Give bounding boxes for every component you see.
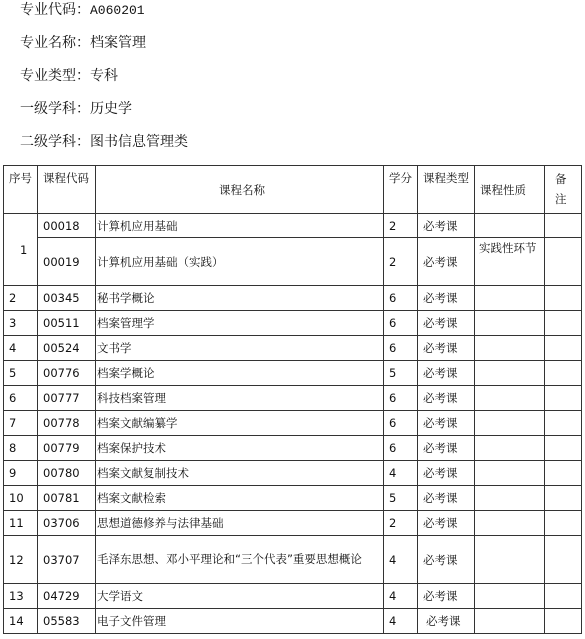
cell-credit: 6 [384, 311, 418, 336]
cell-code: 05583 [38, 609, 96, 634]
major-name-line: 专业名称：档案管理 [20, 35, 146, 51]
cell-course-nature: 实践性环节 [475, 238, 545, 286]
header-course-name: 课程名称 [96, 166, 384, 214]
cell-remark [545, 311, 582, 336]
cell-index: 4 [4, 336, 38, 361]
cell-code: 03707 [38, 536, 96, 584]
cell-course-name: 科技档案管理 [96, 386, 384, 411]
cell-code: 00776 [38, 361, 96, 386]
header-course-type: 课程类型 [418, 166, 475, 214]
cell-remark [545, 436, 582, 461]
cell-course-type: 必考课 [418, 486, 475, 511]
course-table [3, 165, 582, 634]
cell-credit: 2 [384, 214, 418, 238]
major-code-label: 专业代码： [20, 2, 90, 18]
cell-index: 8 [4, 436, 38, 461]
cell-credit: 4 [384, 536, 418, 584]
header-index: 序号 [4, 166, 38, 214]
discipline-level1-line: 一级学科：历史学 [20, 101, 132, 117]
cell-index: 6 [4, 386, 38, 411]
table-row [4, 436, 582, 461]
cell-credit: 4 [384, 584, 418, 609]
cell-code: 00019 [38, 238, 96, 286]
cell-course-type: 必考课 [418, 336, 475, 361]
cell-index: 10 [4, 486, 38, 511]
cell-credit: 6 [384, 411, 418, 436]
cell-index: 2 [4, 286, 38, 311]
cell-index: 7 [4, 411, 38, 436]
cell-remark [545, 584, 582, 609]
table-row [4, 238, 582, 286]
header-course-nature: 课程性质 [475, 166, 545, 214]
discipline-level2-line: 二级学科：图书信息管理类 [20, 134, 188, 150]
cell-course-type: 必考课 [418, 584, 475, 609]
cell-course-nature [475, 411, 545, 436]
cell-course-type: 必考课 [418, 461, 475, 486]
cell-remark [545, 609, 582, 634]
cell-credit: 2 [384, 511, 418, 536]
cell-course-name: 电子文件管理 [96, 609, 384, 634]
cell-course-name: 档案文献复制技术 [96, 461, 384, 486]
cell-course-name: 毛泽东思想、邓小平理论和“三个代表”重要思想概论 [96, 536, 384, 584]
table-row [4, 461, 582, 486]
cell-course-nature [475, 436, 545, 461]
cell-credit: 6 [384, 336, 418, 361]
cell-course-nature [475, 584, 545, 609]
table-row [4, 311, 582, 336]
cell-course-type: 必考课 [418, 609, 475, 634]
cell-index: 14 [4, 609, 38, 634]
table-row [4, 486, 582, 511]
major-code-value: A060201 [90, 3, 145, 18]
cell-credit: 5 [384, 361, 418, 386]
cell-course-name: 档案文献检索 [96, 486, 384, 511]
cell-credit: 4 [384, 461, 418, 486]
cell-index: 1 [4, 214, 38, 286]
table-header-row [4, 166, 582, 214]
cell-course-type: 必考课 [418, 511, 475, 536]
cell-remark [545, 461, 582, 486]
cell-course-name: 文书学 [96, 336, 384, 361]
cell-course-name: 计算机应用基础（实践） [96, 238, 384, 286]
cell-course-type: 必考课 [418, 411, 475, 436]
cell-code: 00018 [38, 214, 96, 238]
cell-code: 00779 [38, 436, 96, 461]
cell-remark [545, 411, 582, 436]
cell-course-type: 必考课 [418, 436, 475, 461]
header-remark [545, 166, 582, 214]
cell-index: 11 [4, 511, 38, 536]
header-code: 课程代码 [38, 166, 96, 214]
cell-credit: 2 [384, 238, 418, 286]
cell-remark [545, 238, 582, 286]
cell-remark [545, 336, 582, 361]
table-row [4, 386, 582, 411]
cell-remark [545, 536, 582, 584]
cell-code: 04729 [38, 584, 96, 609]
cell-course-nature [475, 361, 545, 386]
cell-code: 00780 [38, 461, 96, 486]
cell-course-nature [475, 311, 545, 336]
table-row [4, 536, 582, 584]
table-row [4, 411, 582, 436]
cell-code: 03706 [38, 511, 96, 536]
cell-course-nature [475, 511, 545, 536]
header-credit: 学分 [384, 166, 418, 214]
cell-course-type: 必考课 [418, 386, 475, 411]
cell-remark [545, 486, 582, 511]
cell-code: 00511 [38, 311, 96, 336]
table-row [4, 336, 582, 361]
major-type-line: 专业类型：专科 [20, 68, 118, 84]
cell-code: 00345 [38, 286, 96, 311]
cell-course-nature [475, 214, 545, 238]
cell-remark [545, 386, 582, 411]
cell-code: 00781 [38, 486, 96, 511]
header-remark-line1: 备 [555, 172, 567, 186]
cell-course-nature [475, 609, 545, 634]
table-row [4, 286, 582, 311]
cell-index: 3 [4, 311, 38, 336]
cell-credit: 6 [384, 286, 418, 311]
cell-course-name: 档案保护技术 [96, 436, 384, 461]
cell-course-name: 档案管理学 [96, 311, 384, 336]
cell-index: 12 [4, 536, 38, 584]
cell-remark [545, 214, 582, 238]
table-row [4, 584, 582, 609]
major-code-line [20, 2, 145, 19]
cell-credit: 6 [384, 436, 418, 461]
cell-course-type: 必考课 [418, 238, 475, 286]
cell-course-name: 秘书学概论 [96, 286, 384, 311]
cell-index: 9 [4, 461, 38, 486]
cell-course-name: 思想道德修养与法律基础 [96, 511, 384, 536]
table-row [4, 361, 582, 386]
cell-index: 5 [4, 361, 38, 386]
cell-course-nature [475, 486, 545, 511]
table-row [4, 214, 582, 238]
cell-credit: 6 [384, 386, 418, 411]
cell-course-nature [475, 336, 545, 361]
cell-course-type: 必考课 [418, 361, 475, 386]
cell-course-type: 必考课 [418, 286, 475, 311]
cell-course-type: 必考课 [418, 311, 475, 336]
cell-course-nature [475, 286, 545, 311]
cell-remark [545, 286, 582, 311]
table-row [4, 511, 582, 536]
cell-course-name: 档案文献编纂学 [96, 411, 384, 436]
header-remark-line2: 注 [555, 192, 567, 206]
cell-course-name: 计算机应用基础 [96, 214, 384, 238]
cell-course-name: 档案学概论 [96, 361, 384, 386]
cell-index: 13 [4, 584, 38, 609]
cell-code: 00524 [38, 336, 96, 361]
cell-course-nature [475, 386, 545, 411]
cell-credit: 4 [384, 609, 418, 634]
cell-remark [545, 511, 582, 536]
cell-course-nature [475, 536, 545, 584]
table-row [4, 609, 582, 634]
cell-course-name: 大学语文 [96, 584, 384, 609]
cell-remark [545, 361, 582, 386]
cell-credit: 5 [384, 486, 418, 511]
cell-code: 00777 [38, 386, 96, 411]
cell-code: 00778 [38, 411, 96, 436]
cell-course-type: 必考课 [418, 214, 475, 238]
cell-course-type: 必考课 [418, 536, 475, 584]
cell-course-nature [475, 461, 545, 486]
